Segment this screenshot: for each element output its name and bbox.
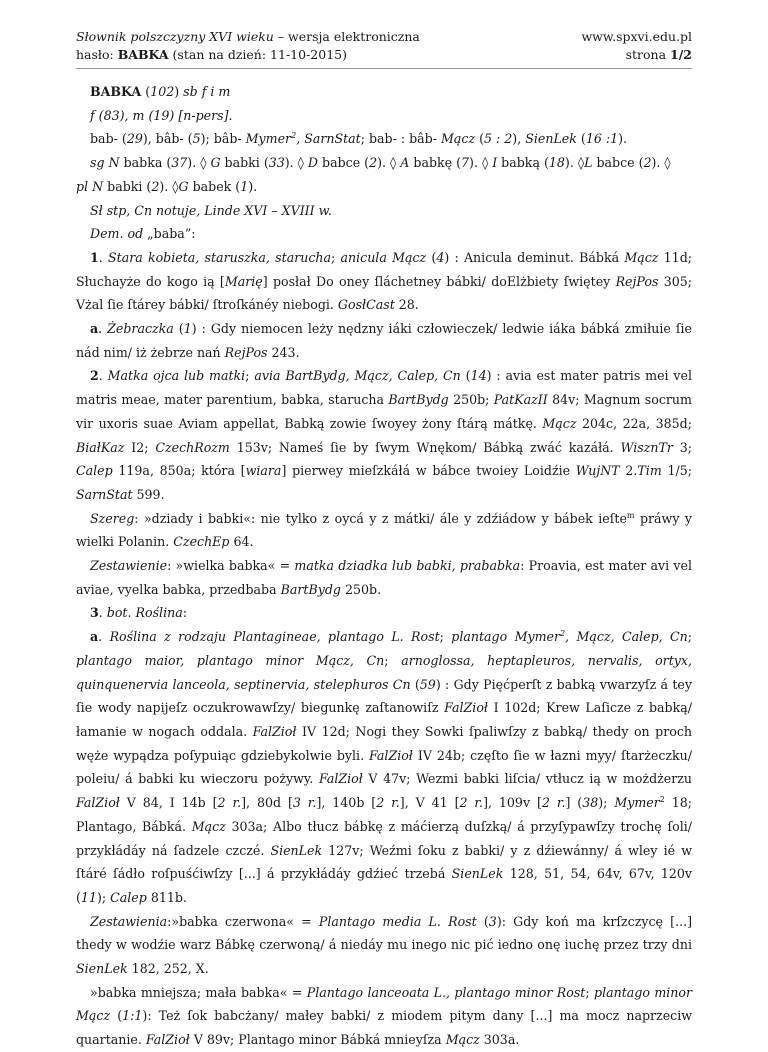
sense-2-zestawienie: Zestawienie: »wielka babka« = matka dziadka lub babki, prababka: Proavia, est mater avi vel aviae, vyelka babka, przedbaba BartBydg 250b. (76, 558, 692, 597)
page-number: strona 1/2 (625, 47, 692, 62)
headword-line: hasło: BABKA (stan na dzień: 11-10-2015) (76, 47, 347, 62)
inflection-line: sg N babka (37). ◊ G babki (33). ◊ D babce (2). ◊ A babkę (7). ◊ I babką (18). ◊L babce (2). ◊ pl N babki (2). ◊G babek (1). (76, 155, 671, 194)
entry-headword: BABKA (90, 84, 142, 99)
header-right (581, 28, 692, 64)
derivation-line: Dem. od „baba”: (90, 226, 196, 242)
site-link[interactable]: www.spxvi.edu.pl (581, 29, 692, 44)
sense-3a-zestawienia: Zestawienia:»babka czerwona« = Plantago media L. Rost (3): Gdy koń ma krſzczycę [...] thedy w wodźie warz Bábkę czerwoną/ á niedáy mu inego nic pić iedno onę iuchę przez trzy dni SienLek 182, 252, X. (76, 913, 693, 977)
sense-1: 1. Stara kobieta, staruszka, starucha; anicula Mącz (4) : Anicula deminut. Bábká Mącz 11d; Słuchayże do kogo ią [Marię] posłał Do oney ſláchetney bábki/ doElżbiety ſwiętey RejPos 305; Vżal ſie ſtárey bábki/ ſtroſkánéy niebogi. GosłCast 28. (76, 249, 693, 313)
sense-3: 3. bot. Roślina: (90, 605, 187, 621)
sources-line: Sł stp, Cn notuje, Linde XVI – XVIII w. (90, 202, 332, 218)
spelling-line: bab- (29), bâb- (5); bâb- Mymer$^2$, SarnStat; bab- : bâb- Mącz (5 : 2), SienLek (16 :1). (90, 131, 628, 147)
sense-2-szereg: Szereg: »dziady i babki«: nie tylko z oycá y z mátki/ ále y zdźiádow y bábek ieſte$^m$ práwy y wielki Polanin. CzechEp 64. (76, 510, 692, 550)
source-line: Słownik polszczyzny XVI wieku – wersja elektroniczna (76, 29, 420, 44)
gender-line: f (83), m (19) [n-pers]. (90, 107, 233, 123)
sense-3a: a. Roślina z rodzaju Plantagineae, plantago L. Rost; plantago Mymer$^2$, Mącz, Calep, Cn; plantago maior, plantago minor Mącz, Cn; arnoglossa, heptapleuros, nervalis, ortyx, quinquenervia lanceola, septinervia, stelephuros Cn (59) : Gdy Pięćperſt z babką vwarzyſz á tey ſie wody napijeſz oczukrowawſzy/ biegunkę zaſtanowiſz FalZioł I 102d; Krew Laſicze z babką/ łamanie w nogach oddala. FalZioł IV 12d; Nogi they Sowki ſpaliwſzy z babką/ thedy on proch węże wypądza poſypuiąc gdziebykolwie byli. FalZioł IV 24b; częſto ſie w łazni myy/ ſtarżeczku/ poleiu/ á babki ku wieczoru pożywy. FalZioł V 47v; Wezmi babki liſcia/ vtłucz ią w możdżerzu FalZioł V 84, I 14b [2 r.], 80d [3 r.], 140b [2 r.], V 41 [2 r.], 109v [2 r.] (38); Mymer$^2$ 18; Plantago, Bábká. Mącz 303a; Albo tłucz bábkę z máćierzą duſzką/ á przyſypawſzy trochę ſoli/ przykłádáy ná ſadzele czczé. SienLek 127v; Weźmi ſoku z babki/ y z dźiewánny/ á wley ié w ſtáré ſádło roſpuśćiwſzy [...] á przykłádáy gdźieć trzebá SienLek 128, 51, 54, 64v, 67v, 120v (11); Calep 811b. (76, 628, 693, 905)
sense-2: 2. Matka ojca lub matki; avia BartBydg, Mącz, Calep, Cn (14) : avia est mater patris mei vel matris meae, mater parentium, babka, starucha BartBydg 250b; PatKazII 84v; Magnum socrum vir uxoris suae Aviam appellat, Babką zowie ſwoyey żony ſtárą mátkę. Mącz 204c, 22a, 385d; BiałKaz I2; CzechRozm 153v; Nameś ſie by ſwym Wnękom/ Bábką zwáć kazáłá. WisznTr 3; Calep 119a, 850a; która [wiara] pierwey mieſzkáłá w bábce twoiey Loidźie WujNT 2.Tim 1/5; SarnStat 599. (76, 368, 693, 502)
sense-1a: a. Żebraczka (1) : Gdy niemocen leży nędzny iáki człowieczek/ ledwie iáka bábká zmiłuie ſie nád nim/ iż żebrze nań RejPos 243. (76, 321, 692, 360)
header-headword: BABKA (117, 47, 169, 62)
header-left (76, 28, 420, 64)
entry-headline: BABKA (102) sb f i m (90, 84, 231, 99)
header-divider (76, 68, 692, 69)
entry-body (76, 80, 692, 1052)
sense-3a-mniejsza: »babka mniejsza; mała babka« = Plantago lanceoata L., plantago minor Rost; plantago minor Mącz (1:1): Też ſok babcżany/ małey babki/ z miodem pitym dany [...] ma mocz naprzeciw quartanie. FalZioł V 89v; Plantago minor Bábká mnieyſza Mącz 303a. (76, 984, 693, 1048)
